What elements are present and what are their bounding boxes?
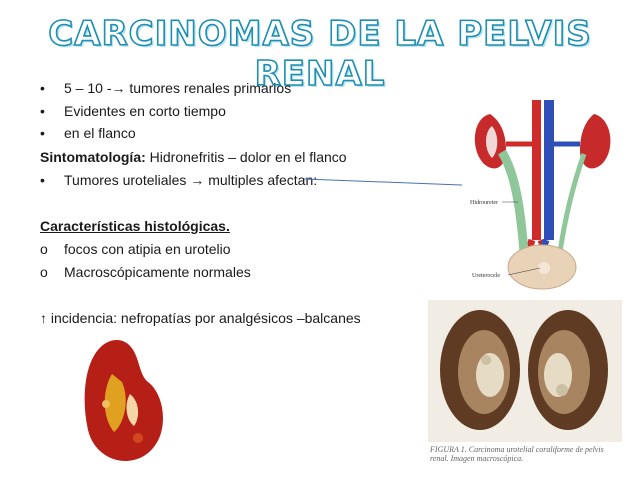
list-item-text: Tumores uroteliales → multiples afectan:: [64, 172, 318, 188]
bisected-kidney-photo: [428, 300, 622, 442]
hydroureter-label: Hidroureter: [470, 200, 498, 206]
page-title: CARCINOMAS DE LA PELVIS RENAL: [48, 14, 592, 94]
list-item: [40, 80, 291, 96]
list-item: [40, 103, 226, 119]
list-item-text: en el flanco: [64, 125, 136, 141]
incidencia-line: ↑ incidencia: nefropatías por analgésicos –balcanes: [40, 310, 361, 326]
list-item-text: Evidentes en corto tiempo: [64, 103, 226, 119]
histo-heading: [40, 218, 230, 234]
bullet-marker: •: [40, 172, 45, 188]
kidney-specimen-photo: [78, 334, 170, 474]
sintomatologia-text: Hidronefritis – dolor en el flanco: [145, 149, 347, 165]
list-item-text: 5 – 10 -→ tumores renales primarios: [64, 80, 292, 96]
list-item: [40, 125, 136, 141]
list-item-text: focos con atipia en urotelio: [64, 241, 231, 257]
bullet-marker: o: [40, 241, 48, 257]
urinary-tract-diagram: [462, 92, 630, 292]
sintomatologia-line: [40, 149, 347, 165]
list-item: [40, 241, 231, 257]
figure-caption: FIGURA 1. Carcinoma urotelial coraliforme de pelvis renal. Imagen macroscópica.: [430, 445, 604, 463]
ureterocele-label: Ureterocele: [472, 273, 500, 279]
sintomatologia-label: Sintomatología:: [40, 149, 146, 165]
bullet-marker: o: [40, 264, 48, 280]
list-item: [40, 264, 251, 280]
list-item-text: Macroscópicamente normales: [64, 264, 251, 280]
bullet-marker: •: [40, 80, 45, 96]
list-item: [40, 172, 317, 188]
histo-heading-text: Características histológicas.: [40, 218, 230, 234]
bullet-marker: •: [40, 103, 45, 119]
bullet-marker: •: [40, 125, 45, 141]
